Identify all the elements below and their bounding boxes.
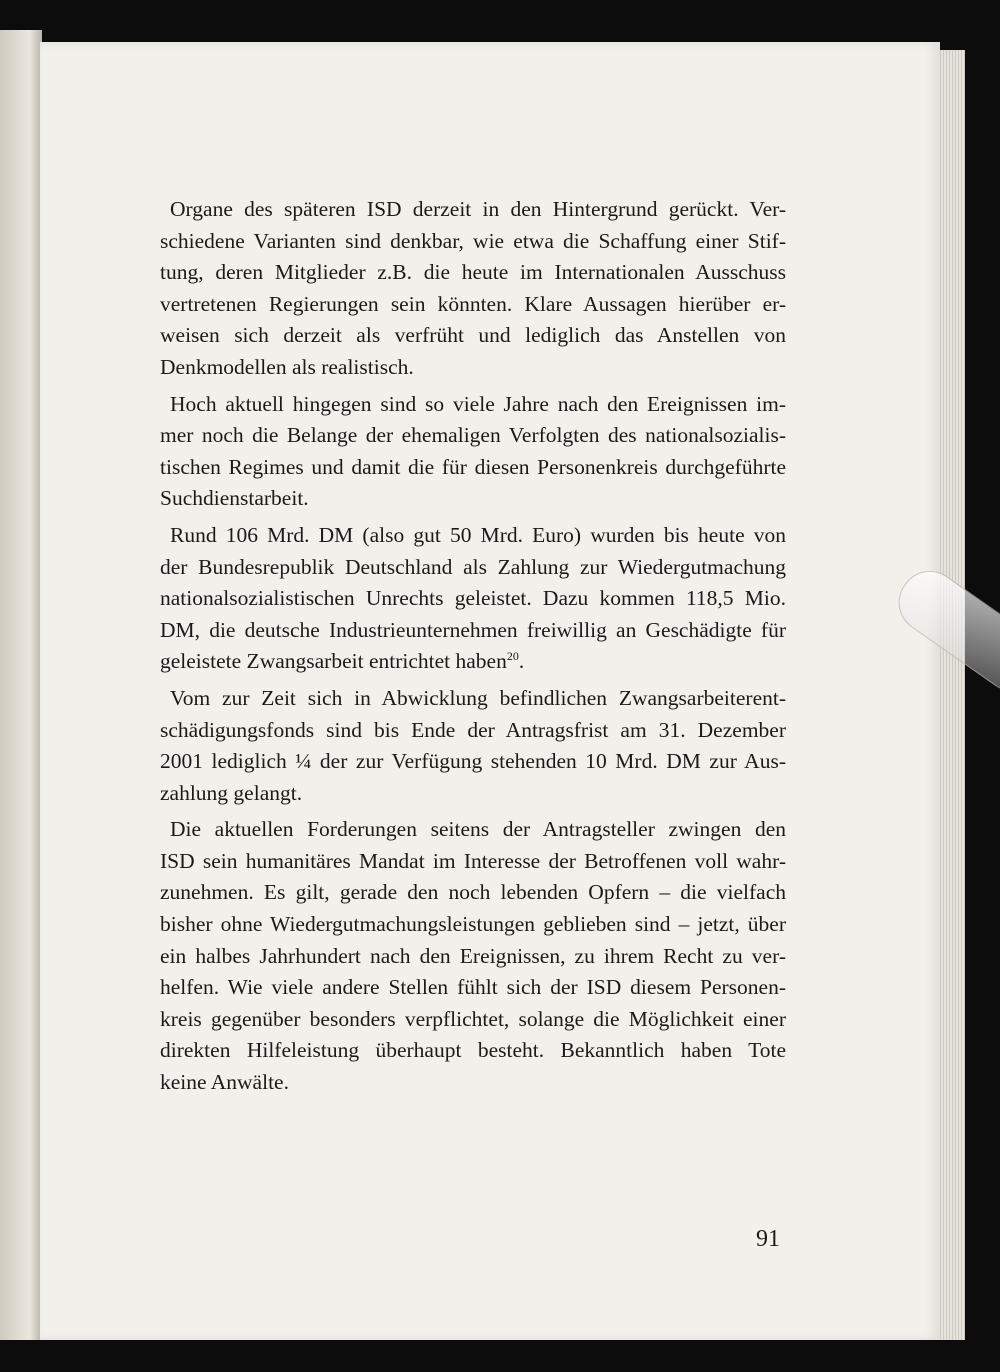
text-line: schiedene Varianten sind denkbar, wie etwa die Schaffung einer Stif-	[160, 228, 786, 253]
text-line: DM, die deutsche Industrieunternehmen freiwillig an Geschädigte für	[160, 617, 786, 642]
text-line: Die aktuellen Forderungen seitens der Antragsteller zwingen den	[170, 817, 786, 842]
page-number: 91	[756, 1226, 780, 1252]
text-line: ISD sein humanitäres Mandat im Interesse der Betroffenen voll wahr-	[160, 848, 786, 873]
text-line: vertretenen Regierungen sein könnten. Klare Aussagen hierüber er-	[160, 291, 786, 316]
text-line: zunehmen. Es gilt, gerade den noch lebenden Opfern – die vielfach	[160, 880, 786, 905]
text-line: Hoch aktuell hingegen sind so viele Jahre nach den Ereignissen im-	[170, 391, 786, 416]
text-line: Rund 106 Mrd. DM (also gut 50 Mrd. Euro) wurden bis heute von	[170, 522, 786, 547]
paragraph	[160, 683, 786, 809]
text-line: Vom zur Zeit sich in Abwicklung befindlichen Zwangsarbeiterent-	[170, 685, 786, 710]
text-line: tischen Regimes und damit die für diesen Personenkreis durchgeführte	[160, 454, 786, 479]
paragraph	[160, 389, 786, 515]
body-text	[160, 194, 786, 1104]
text-line: zahlung gelangt.	[160, 780, 303, 805]
text-line: weisen sich derzeit als verfrüht und lediglich das Anstellen von	[160, 323, 786, 348]
text-line: tung, deren Mitglieder z.B. die heute im Internationalen Ausschuss	[160, 260, 786, 285]
facing-page-edge	[0, 30, 42, 1340]
paragraph	[160, 814, 786, 1098]
text-line: Denkmodellen als realistisch.	[160, 354, 414, 379]
text-line: direkten Hilfeleistung überhaupt besteht. Bekanntlich haben Tote	[160, 1038, 786, 1063]
text-line: keine Anwälte.	[160, 1070, 289, 1095]
text-line: ein halbes Jahrhundert nach den Ereignissen, zu ihrem Recht zu ver-	[160, 943, 786, 968]
footnote-reference: 20	[506, 649, 519, 664]
paragraph	[160, 520, 786, 678]
text-line: der Bundesrepublik Deutschland als Zahlung zur Wiedergutmachung	[160, 554, 786, 579]
text-line: Organe des späteren ISD derzeit in den Hintergrund gerückt. Ver-	[170, 197, 786, 221]
text-line: kreis gegenüber besonders verpflichtet, solange die Möglichkeit einer	[160, 1006, 786, 1031]
text-line: bisher ohne Wiedergutmachungsleistungen geblieben sind – jetzt, über	[160, 912, 786, 937]
text-line: Suchdienstarbeit.	[160, 486, 309, 511]
text-line: mer noch die Belange der ehemaligen Verfolgten des nationalsozialis-	[160, 423, 786, 448]
text-line: geleistete Zwangsarbeit entrichtet haben$^{20}$.	[160, 649, 525, 674]
text-line: 2001 lediglich ¼ der zur Verfügung stehenden 10 Mrd. DM zur Aus-	[160, 749, 786, 774]
text-line: nationalsozialistischen Unrechts geleistet. Dazu kommen 118,5 Mio.	[160, 586, 786, 611]
text-line: helfen. Wie viele andere Stellen fühlt sich der ISD diesem Personen-	[160, 975, 786, 1000]
text-line: schädigungsfonds sind bis Ende der Antragsfrist am 31. Dezember	[160, 717, 786, 742]
paragraph	[160, 194, 786, 384]
